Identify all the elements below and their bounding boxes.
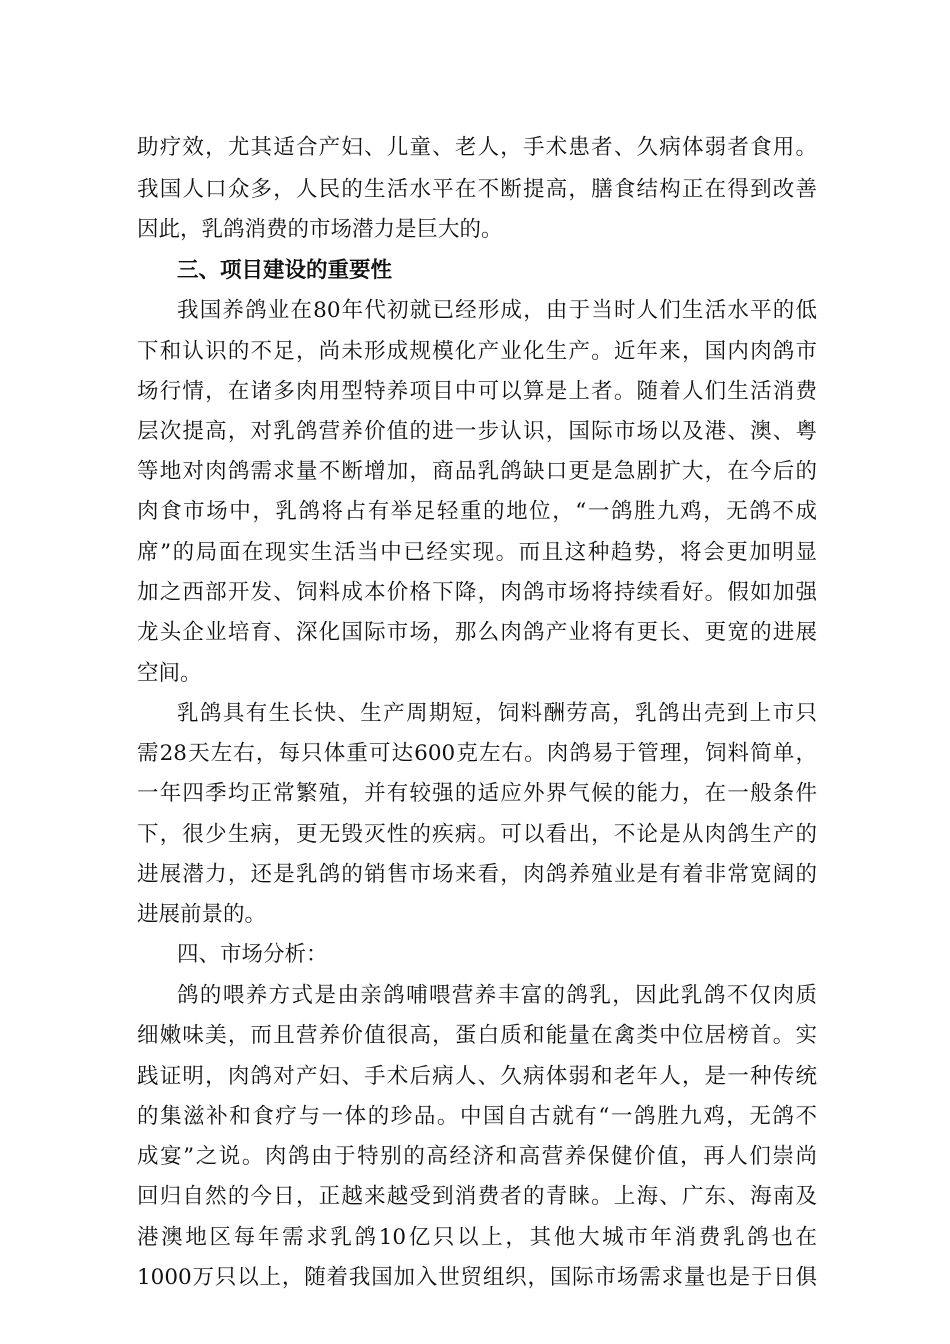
section-heading: 三、项目建设的重要性 (177, 258, 393, 283)
text-line: 下，很少生病，更无毁灭性的疾病。可以看出，不论是从肉鸽生产的 (137, 822, 817, 847)
text-line: 层次提高，对乳鸽营养价值的进一步认识，国际市场以及港、澳、粤 (137, 419, 817, 444)
text-line: 需28天左右，每只体重可达600克左右。肉鸽易于管理，饲料简单， (137, 741, 817, 766)
text-line: 加之西部开发、饲料成本价格下降，肉鸽市场将持续看好。假如加强 (137, 580, 817, 605)
text-line: 因此，乳鸽消费的市场潜力是巨大的。 (137, 217, 503, 242)
text-line: 成宴”之说。肉鸽由于特别的高经济和高营养保健价值，再人们崇尚 (137, 1144, 817, 1169)
text-line: 一年四季均正常繁殖，并有较强的适应外界气候的能力，在一般条件 (137, 781, 817, 806)
text-line: 践证明，肉鸽对产妇、手术后病人、久病体弱和老年人，是一种传统 (137, 1064, 817, 1089)
text-line: 龙头企业培育、深化国际市场，那么肉鸽产业将有更长、更宽的进展 (137, 620, 817, 645)
text-line: 席”的局面在现实生活当中已经实现。而且这种趋势，将会更加明显 (137, 540, 817, 565)
text-line: 下和认识的不足，尚未形成规模化产业化生产。近年来，国内肉鸽市 (137, 339, 817, 364)
text-line: 助疗效，尤其适合产妇、儿童、老人，手术患者、久病体弱者食用。 (137, 135, 817, 160)
text-line: 肉食市场中，乳鸽将占有举足轻重的地位，“一鸽胜九鸡，无鸽不成 (137, 499, 817, 524)
text-line: 我国人口众多，人民的生活水平在不断提高，膳食结构正在得到改善 (137, 177, 817, 202)
text-line: 1000万只以上，随着我国加入世贸组织，国际市场需求量也是于日俱 (137, 1265, 817, 1290)
text-line: 的集滋补和食疗与一体的珍品。中国自古就有“一鸽胜九鸡，无鸽不 (137, 1104, 817, 1129)
text-line: 进展潜力，还是乳鸽的销售市场来看，肉鸽养殖业是有着非常宽阔的 (137, 862, 817, 887)
text-line: 场行情，在诸多肉用型特养项目中可以算是上者。随着人们生活消费 (137, 379, 817, 404)
text-line: 细嫩味美，而且营养价值很高，蛋白质和能量在禽类中位居榜首。实 (137, 1023, 817, 1048)
text-line: 空间。 (137, 661, 202, 686)
section-heading: 四、市场分析： (177, 942, 328, 967)
text-line: 回归自然的今日，正越来越受到消费者的青睐。上海、广东、海南及 (137, 1184, 817, 1209)
text-line: 进展前景的。 (137, 902, 267, 927)
text-line: 鸽的喂养方式是由亲鸽哺喂营养丰富的鸽乳，因此乳鸽不仅肉质 (177, 983, 817, 1008)
text-line: 等地对肉鸽需求量不断增加，商品乳鸽缺口更是急剧扩大，在今后的 (137, 459, 817, 484)
text-line: 我国养鸽业在80年代初就已经形成，由于当时人们生活水平的低 (177, 298, 817, 323)
text-line: 乳鸽具有生长快、生产周期短，饲料酬劳高，乳鸽出壳到上市只 (177, 701, 817, 726)
text-line: 港澳地区每年需求乳鸽10亿只以上，其他大城市年消费乳鸽也在 (137, 1225, 817, 1250)
